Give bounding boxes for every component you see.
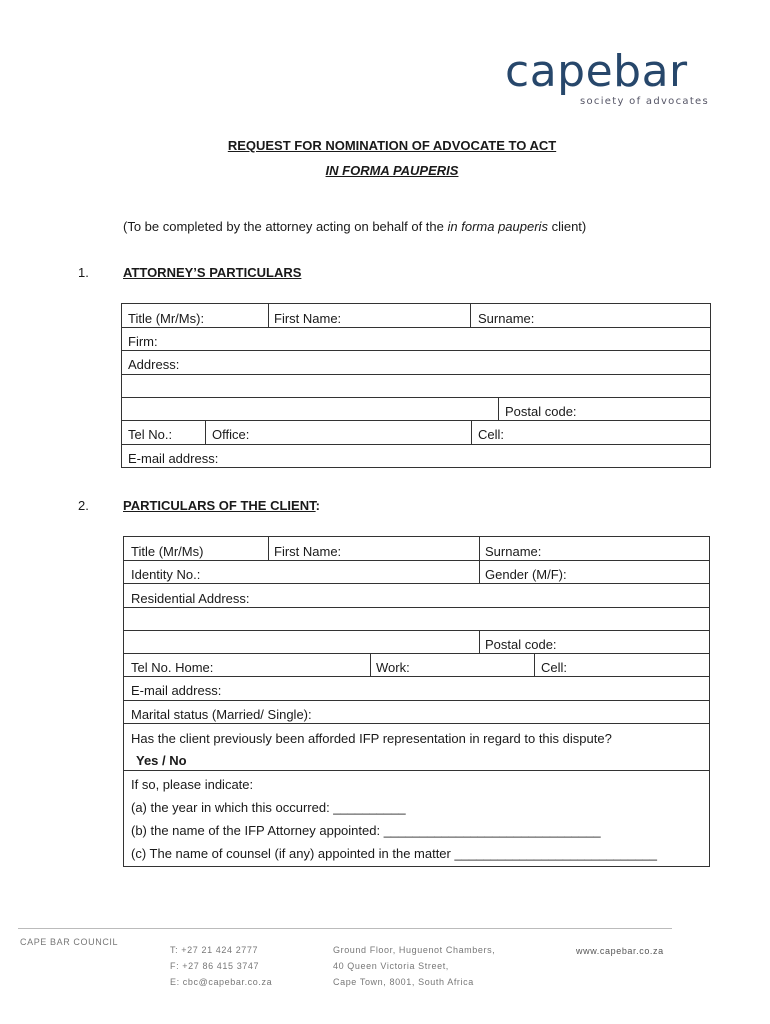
capebar-logo: capebar — [505, 46, 688, 97]
row-divider — [124, 653, 709, 654]
col-divider — [205, 420, 206, 444]
section-2-number: 2. — [78, 498, 89, 513]
section-1-title: ATTORNEY’S PARTICULARS — [123, 265, 302, 280]
section-2-colon: : — [315, 498, 320, 513]
row-divider — [124, 607, 709, 608]
attorney-address-field[interactable]: Address: — [128, 357, 180, 372]
attorney-first-name-field[interactable]: First Name: — [274, 311, 342, 326]
client-gender-field[interactable]: Gender (M/F): — [485, 567, 567, 582]
row-divider — [124, 770, 709, 771]
row-divider — [122, 374, 710, 375]
row-divider — [124, 630, 709, 631]
attorney-email-field[interactable]: E-mail address: — [128, 451, 219, 466]
client-title-field[interactable]: Title (Mr/Ms) — [131, 544, 204, 559]
client-particulars-table — [123, 536, 710, 867]
section-2-title: PARTICULARS OF THE CLIENT — [123, 498, 316, 513]
client-tel-home-field[interactable]: Tel No. Home: — [131, 660, 214, 675]
client-residential-address-field[interactable]: Residential Address: — [131, 591, 250, 606]
attorney-cell-field[interactable]: Cell: — [478, 427, 505, 442]
attorney-tel-label: Tel No.: — [128, 427, 173, 442]
document-title: REQUEST FOR NOMINATION OF ADVOCATE TO ACT — [227, 138, 557, 153]
attorney-firm-field[interactable]: Firm: — [128, 334, 158, 349]
footer-address-line-1: Ground Floor, Huguenot Chambers, — [333, 945, 496, 955]
client-postal-code-field[interactable]: Postal code: — [485, 637, 557, 652]
client-first-name-field[interactable]: First Name: — [274, 544, 342, 559]
if-so-label: If so, please indicate: — [131, 777, 254, 792]
ifp-counsel-field[interactable]: (c) The name of counsel (if any) appointed in the matter ____________________________ — [131, 846, 657, 861]
ifp-question: Has the client previously been afforded IFP representation in regard to this dispute? — [131, 731, 612, 746]
col-divider — [498, 397, 499, 420]
footer-email[interactable]: E: cbc@capebar.co.za — [170, 977, 273, 987]
ifp-year-field[interactable]: (a) the year in which this occurred: __________ — [131, 800, 406, 815]
col-divider — [479, 630, 480, 653]
col-divider — [268, 537, 269, 560]
intro-italic: in forma pauperis — [447, 219, 548, 234]
section-1-number: 1. — [78, 265, 89, 280]
document-subtitle: IN FORMA PAUPERIS — [325, 163, 459, 178]
attorney-surname-field[interactable]: Surname: — [478, 311, 535, 326]
footer-website-link[interactable]: www.capebar.co.za — [576, 946, 664, 956]
col-divider — [479, 537, 480, 583]
section-2-heading — [123, 498, 320, 513]
footer-address-line-2: 40 Queen Victoria Street, — [333, 961, 449, 971]
attorney-postal-code-field[interactable]: Postal code: — [505, 404, 577, 419]
logo-tagline: society of advocates — [580, 96, 710, 107]
client-marital-status-field[interactable]: Marital status (Married/ Single): — [131, 707, 312, 722]
footer-address-line-3: Cape Town, 8001, South Africa — [333, 977, 474, 987]
attorney-title-field[interactable]: Title (Mr/Ms): — [128, 311, 205, 326]
footer-fax: F: +27 86 415 3747 — [170, 961, 260, 971]
client-work-field[interactable]: Work: — [376, 660, 410, 675]
row-divider — [124, 560, 709, 561]
footer-divider — [18, 928, 672, 929]
row-divider — [124, 676, 709, 677]
attorney-particulars-table — [121, 303, 711, 468]
yes-no-option[interactable]: Yes / No — [136, 753, 187, 768]
client-surname-field[interactable]: Surname: — [485, 544, 542, 559]
ifp-attorney-field[interactable]: (b) the name of the IFP Attorney appointed: ______________________________ — [131, 823, 601, 838]
footer-tel: T: +27 21 424 2777 — [170, 945, 259, 955]
client-identity-field[interactable]: Identity No.: — [131, 567, 201, 582]
intro-before: (To be completed by the attorney acting on behalf of the — [123, 219, 448, 234]
client-cell-field[interactable]: Cell: — [541, 660, 568, 675]
row-divider — [122, 350, 710, 351]
col-divider — [471, 420, 472, 444]
footer-org: CAPE BAR COUNCIL — [20, 937, 119, 947]
client-email-field[interactable]: E-mail address: — [131, 683, 222, 698]
attorney-office-field[interactable]: Office: — [212, 427, 250, 442]
col-divider — [268, 304, 269, 327]
intro-text — [123, 219, 586, 234]
row-divider — [122, 397, 710, 398]
col-divider — [370, 653, 371, 676]
row-divider — [124, 583, 709, 584]
col-divider — [470, 304, 471, 327]
row-divider — [124, 723, 709, 724]
row-divider — [124, 700, 709, 701]
col-divider — [534, 653, 535, 676]
row-divider — [122, 444, 710, 445]
intro-after: client) — [547, 219, 587, 234]
row-divider — [122, 327, 710, 328]
row-divider — [122, 420, 710, 421]
